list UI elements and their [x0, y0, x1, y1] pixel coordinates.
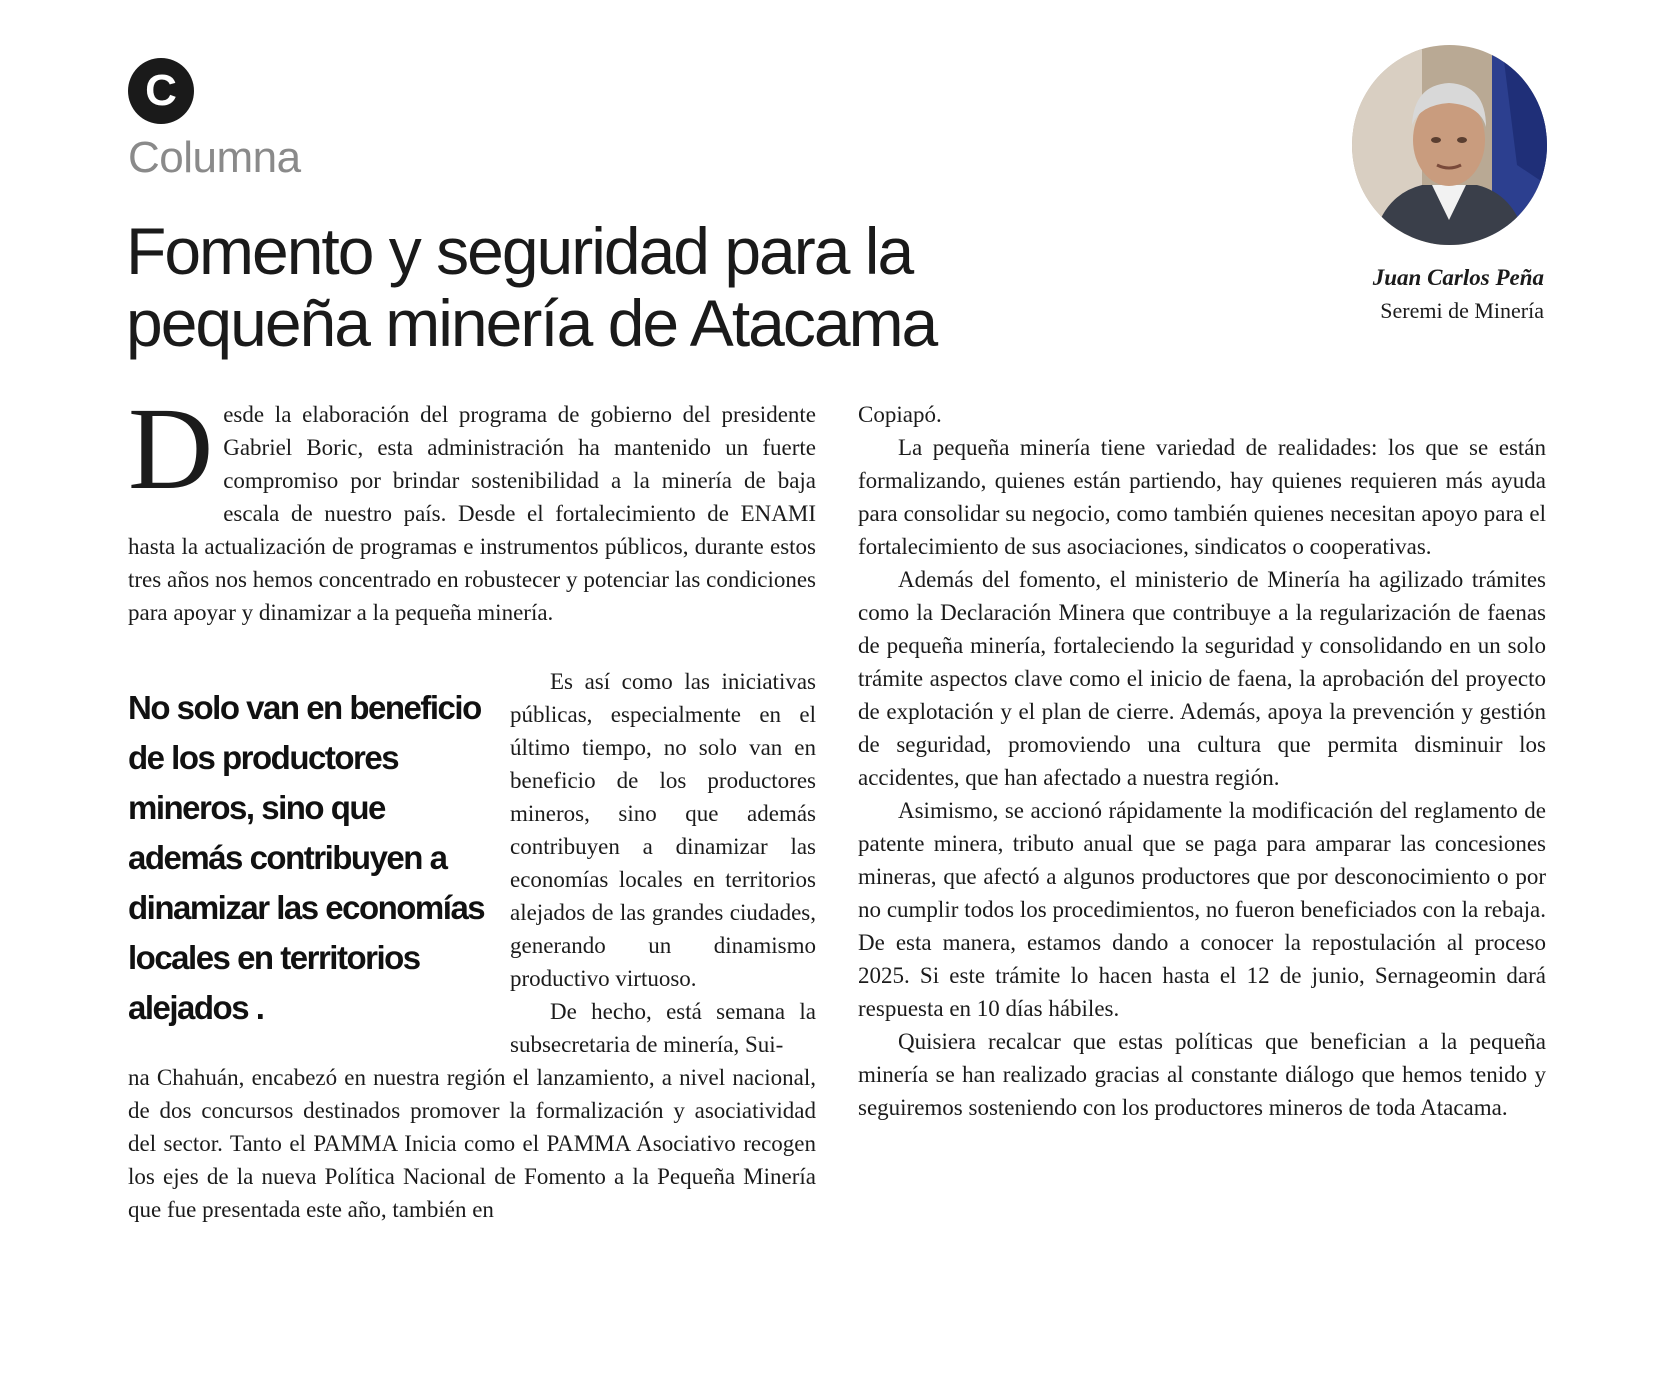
- paragraph-6: Asimismo, se accionó rápidamente la modificación del reglamento de patente minera, tributo anual que se paga para amparar las concesiones mineras, que afectó a algunos productores que por desconocimiento o por no cumplir todos los procedimientos, no fueron beneficiados con la rebaja. De esta manera, estamos dando a conocer la repostulación al proceso 2025. Si este trámite lo hacen hasta el 12 de junio, Sernageomin dará respuesta en 10 días hábiles.: [858, 798, 1546, 1021]
- section-badge-letter: C: [145, 66, 177, 115]
- author-name: Juan Carlos Peña: [1372, 265, 1544, 290]
- intro-paragraph: [128, 383, 816, 629]
- dropcap: D: [128, 383, 214, 514]
- paragraph-7: Quisiera recalcar que estas políticas que benefician a la pequeña minería se han realizado gracias al constante diálogo que hemos tenido y seguiremos sosteniendo con los productores mineros de toda Atacama.: [858, 1029, 1546, 1120]
- paragraph-3-end: na Chahuán, encabezó en nuestra región el lanzamiento, a nivel nacional, de dos concursos destinados promover la formalización y asociatividad del sector. Tanto el PAMMA Inicia como el PAMMA Asociativo recogen los ejes de la nueva Política Nacional de Fomento a la Pequeña Minería que fue presentada este año, también en: [128, 1065, 816, 1222]
- pullquote: No solo van en beneficio de los productores mineros, sino que además contribuyen a dinamizar las economías locales en territorios alejados .: [128, 689, 485, 1026]
- headline: Fomento y seguridad para la pequeña minería de Atacama: [126, 214, 937, 360]
- section-label: Columna: [128, 133, 301, 182]
- portrait-illustration: [1352, 45, 1547, 245]
- article-column-narrow: [510, 665, 816, 1061]
- article-intro: [128, 383, 816, 629]
- paragraph-5: Además del fomento, el ministerio de Minería ha agilizado trámites como la Declaración Minera que contribuye a la regularización de faenas de pequeña minería, fortaleciendo la seguridad y consolidando en un solo trámite aspectos clave como el inicio de faena, la aprobación del proyecto de explotación y el plan de cierre. Además, apoya la prevención y gestión de seguridad, promoviendo una cultura que permita disminuir los accidentes, que han afectado a nuestra región.: [858, 567, 1546, 790]
- section-badge: [128, 58, 194, 124]
- article-column-right: [858, 398, 1546, 1124]
- author-portrait: [1352, 45, 1547, 245]
- paragraph-3-start: De hecho, está semana la subsecretaria de minería, Sui-: [510, 999, 816, 1057]
- paragraph-2: Es así como las iniciativas públicas, especialmente en el último tiempo, no solo van en beneficio de los productores mineros, sino que además contribuyen a dinamizar las economías locales en territorios alejados de las grandes ciudades, generando un dinamismo productivo virtuoso.: [510, 669, 816, 991]
- paragraph-3-continued: Copiapó.: [858, 402, 942, 427]
- paragraph-4: La pequeña minería tiene variedad de realidades: los que se están formalizando, quienes están partiendo, hay quienes requieren más ayuda para consolidar su negocio, como también quienes necesitan apoyo para el fortalecimiento de sus asociaciones, sindicatos o cooperativas.: [858, 435, 1546, 559]
- article-column-bottom: [128, 1061, 816, 1226]
- author-role: Seremi de Minería: [1380, 298, 1544, 323]
- intro-text: esde la elaboración del programa de gobierno del presidente Gabriel Boric, esta administración ha mantenido un fuerte compromiso por brindar sostenibilidad a la minería de baja escala de nuestro país. Desde el fortalecimiento de ENAMI hasta la actualización de programas e instrumentos públicos, durante estos tres años nos hemos concentrado en robustecer y potenciar las condiciones para apoyar y dinamizar a la pequeña minería.: [128, 402, 816, 625]
